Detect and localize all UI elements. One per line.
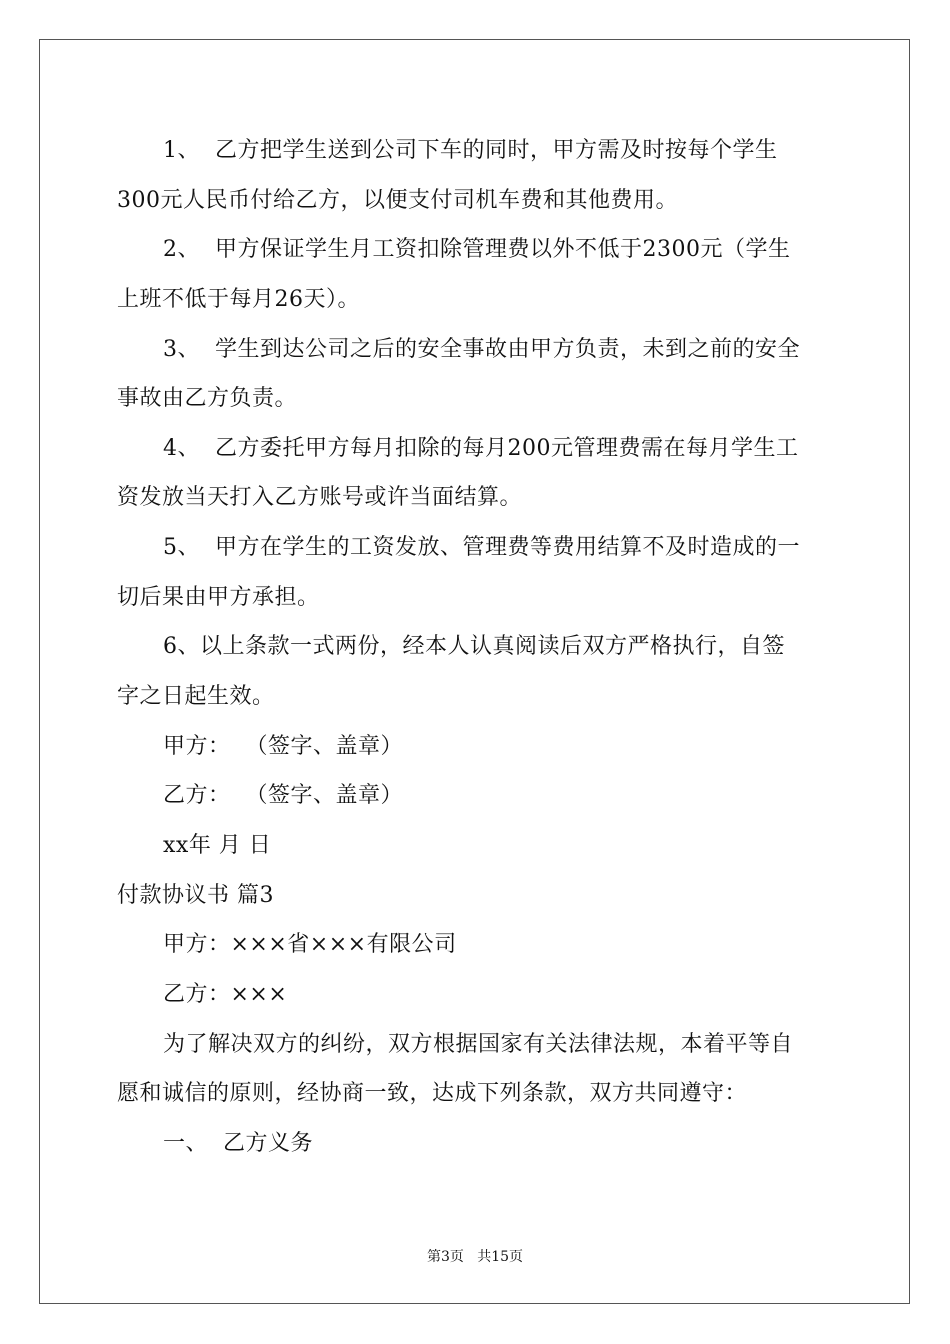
preamble-line-2: 愿和诚信的原则，经协商一致，达成下列条款，双方共同遵守： [117,1081,748,1106]
clause-3-line-2: 事故由乙方负责。 [117,386,298,411]
clause-2-line-1: 2、 甲方保证学生月工资扣除管理费以外不低于2300元（学生 [163,237,791,262]
clause-6-line-2: 字之日起生效。 [117,684,275,709]
clause-3-line-1: 3、 学生到达公司之后的安全事故由甲方负责，未到之前的安全 [163,337,800,362]
clause-1-line-1: 1、 乙方把学生送到公司下车的同时，甲方需及时按每个学生 [163,138,778,163]
section-heading: 付款协议书 篇3 [117,883,274,908]
clause-1-line-2: 300元人民币付给乙方，以便支付司机车费和其他费用。 [117,188,678,213]
clause-2-line-2: 上班不低于每月26天）。 [117,287,360,312]
clause-4-line-1: 4、 乙方委托甲方每月扣除的每月200元管理费需在每月学生工 [163,436,799,461]
obligations-heading: 一、 乙方义务 [163,1131,313,1156]
clause-5-line-1: 5、 甲方在学生的工资发放、管理费等费用结算不及时造成的一 [163,535,800,560]
clause-5-line-2: 切后果由甲方承担。 [117,585,320,610]
preamble-line-1: 为了解决双方的纠纷，双方根据国家有关法律法规，本着平等自 [163,1032,794,1057]
clause-6-line-1: 6、以上条款一式两份，经本人认真阅读后双方严格执行，自签 [163,634,785,659]
party-b-name: 乙方：××× [163,982,288,1007]
page-border [39,39,910,1304]
clause-4-line-2: 资发放当天打入乙方账号或许当面结算。 [117,485,523,510]
party-a-signature: 甲方： （签字、盖章） [163,734,403,759]
party-b-signature: 乙方： （签字、盖章） [163,783,403,808]
page-number-footer: 第3页 共15页 [426,1249,524,1265]
party-a-name: 甲方：×××省×××有限公司 [163,932,457,957]
date-line: xx年 月 日 [163,833,272,858]
